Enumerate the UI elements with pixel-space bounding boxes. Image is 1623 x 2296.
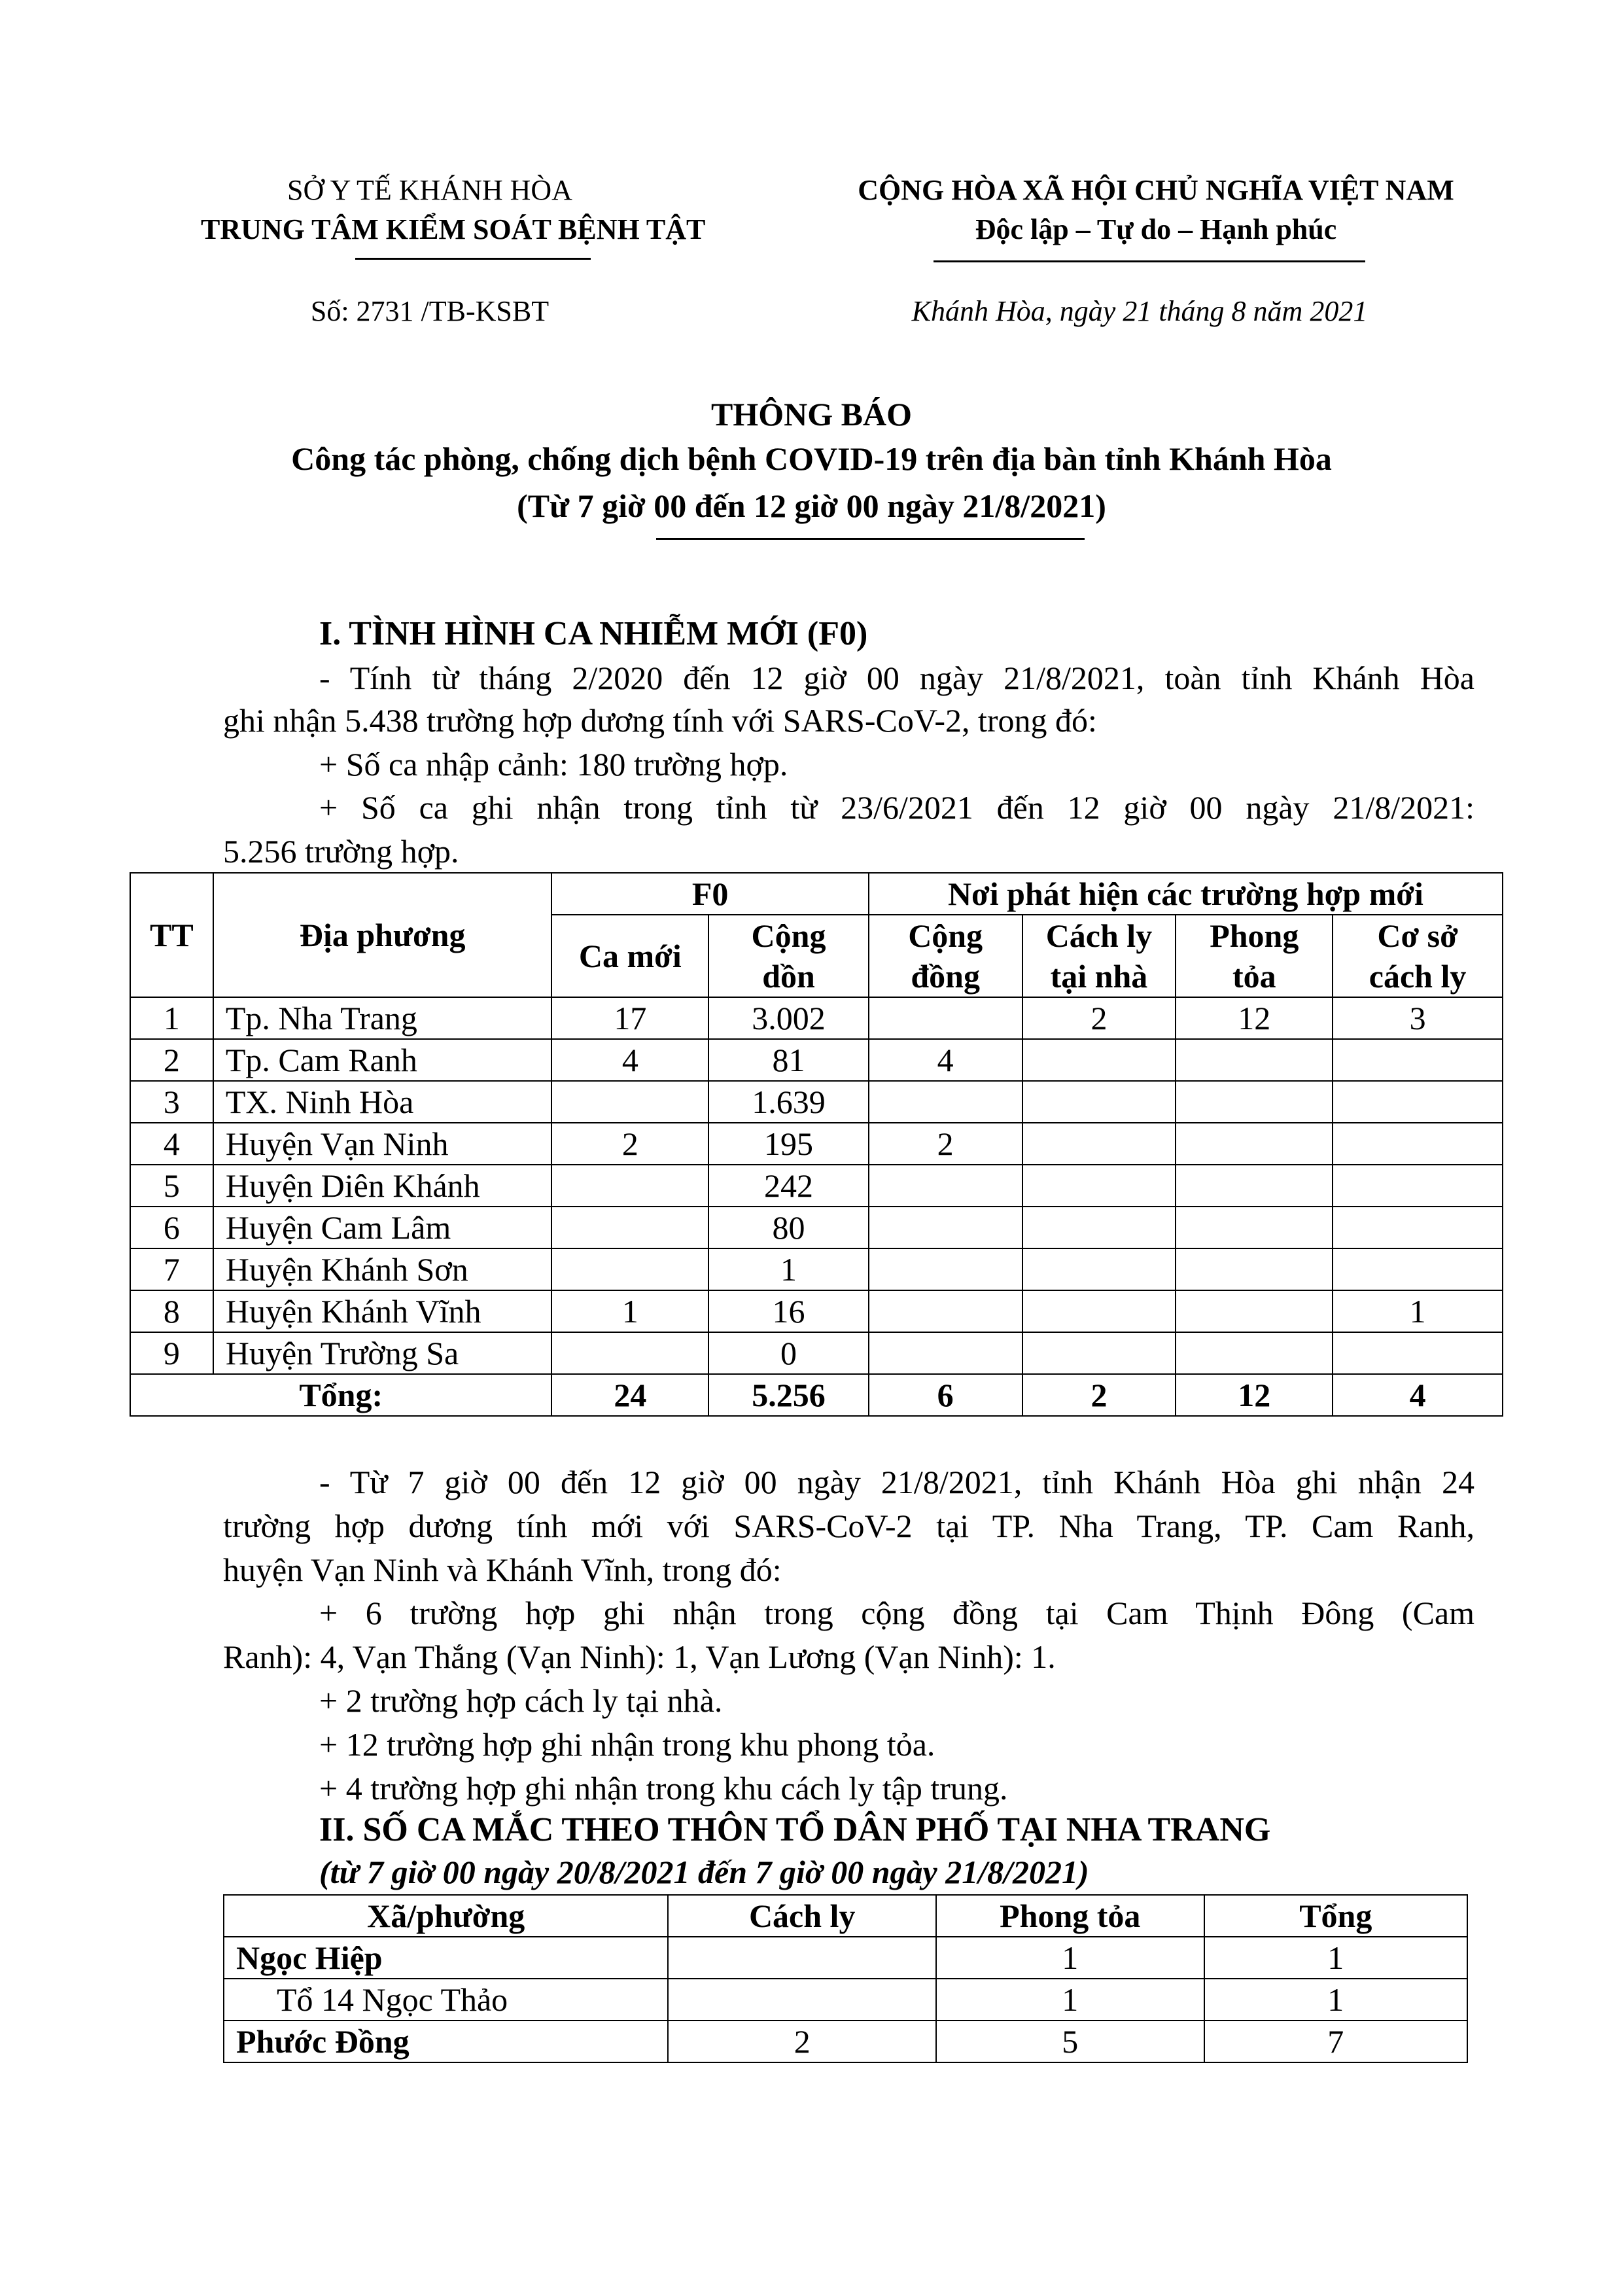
cell-locality: Tp. Nha Trang [213,997,552,1039]
cell-new [551,1248,708,1290]
cell-community [869,1248,1022,1290]
notice-period: (Từ 7 giờ 00 đến 12 giờ 00 ngày 21/8/2021) [517,487,1106,524]
cell-home: 2 [1022,997,1176,1039]
cell-lockdown [1176,1248,1333,1290]
cell-lockdown: 12 [1176,997,1333,1039]
cell-home [1022,1290,1176,1332]
cell-tt: 9 [130,1332,213,1374]
cell-community [869,1290,1022,1332]
table1-header-row-1 [130,873,1503,915]
col-facility-header: Cơ sở cách ly [1333,915,1503,997]
cell-facility [1333,1123,1503,1165]
motto-underline [934,260,1365,262]
cell-tt: 8 [130,1290,213,1332]
section1-heading: I. TÌNH HÌNH CA NHIỄM MỚI (F0) [319,615,868,652]
cell-facility [1333,1248,1503,1290]
col-tt-header: TT [130,873,213,997]
cell-home [1022,1165,1176,1207]
notice-title: THÔNG BÁO [711,396,912,433]
col-found-location-header: Nơi phát hiện các trường hợp mới [869,873,1503,915]
cell-locality: TX. Ninh Hòa [213,1081,552,1123]
cell-cumulative: 3.002 [708,997,869,1039]
cell-cumulative: 195 [708,1123,869,1165]
cell-community [869,997,1022,1039]
cell-home [1022,1123,1176,1165]
bullet3: + 12 trường hợp ghi nhận trong khu phong tỏa. [319,1726,935,1763]
cell-isolation [668,1979,935,2021]
total-home: 2 [1022,1374,1176,1416]
cell-community [869,1332,1022,1374]
cell-home [1022,1081,1176,1123]
cell-home [1022,1248,1176,1290]
section1-p1-line1: - Tính từ tháng 2/2020 đến 12 giờ 00 ngày 21/8/2021, toàn tỉnh Khánh Hòa [319,660,1475,696]
org-name: TRUNG TÂM KIỂM SOÁT BỆNH TẬT [201,213,706,245]
table-row [130,997,1503,1039]
cell-locality: Huyện Trường Sa [213,1332,552,1374]
total-community: 6 [869,1374,1022,1416]
cell-cumulative: 80 [708,1207,869,1248]
cell-new: 17 [551,997,708,1039]
table-row [224,2021,1467,2062]
table-row [130,1123,1503,1165]
cases-by-ward-table [223,1894,1468,2063]
cell-community [869,1081,1022,1123]
cell-lockdown: 5 [936,2021,1204,2062]
cell-new [551,1207,708,1248]
cell-facility [1333,1332,1503,1374]
cell-new: 4 [551,1039,708,1081]
cases-by-locality-table [130,872,1503,1417]
total-lockdown: 12 [1176,1374,1333,1416]
col-f0-header: F0 [551,873,868,915]
cell-lockdown [1176,1290,1333,1332]
org-underline [355,258,591,260]
cell-lockdown: 1 [936,1979,1204,2021]
country-name: CỘNG HÒA XÃ HỘI CHỦ NGHĨA VIỆT NAM [858,174,1454,206]
cell-community [869,1165,1022,1207]
cell-home [1022,1207,1176,1248]
cell-total: 7 [1204,2021,1467,2062]
table-row [224,1979,1467,2021]
cell-lockdown [1176,1165,1333,1207]
cell-tt: 3 [130,1081,213,1123]
col-locality-header: Địa phương [213,873,552,997]
total-cumulative: 5.256 [708,1374,869,1416]
table2-header-row [224,1895,1467,1937]
cell-new [551,1165,708,1207]
cell-lockdown [1176,1039,1333,1081]
col-cumulative-header: Cộng dồn [708,915,869,997]
doc-number: Số: 2731 /TB-KSBT [310,295,550,327]
after-table-line2: trường hợp dương tính mới với SARS-CoV-2 tại TP. Nha Trang, TP. Cam Ranh, [223,1508,1475,1544]
section1-p1-line2: ghi nhận 5.438 trường hợp dương tính với SARS-CoV-2, trong đó: [223,702,1097,739]
col-ward-header: Xã/phường [224,1895,668,1937]
cell-cumulative: 1.639 [708,1081,869,1123]
national-motto: Độc lập – Tự do – Hạnh phúc [975,213,1337,245]
cell-new: 2 [551,1123,708,1165]
bullet1-line2: Ranh): 4, Vạn Thắng (Vạn Ninh): 1, Vạn Lương (Vạn Ninh): 1. [223,1638,1056,1675]
col-home-isolation-header: Cách ly tại nhà [1022,915,1176,997]
cell-new [551,1332,708,1374]
table-row [130,1081,1503,1123]
table-row [224,1937,1467,1979]
notice-subject: Công tác phòng, chống dịch bệnh COVID-19 trên địa bàn tỉnh Khánh Hòa [291,440,1332,477]
cell-new [551,1081,708,1123]
cell-cumulative: 0 [708,1332,869,1374]
total-facility: 4 [1333,1374,1503,1416]
cell-locality: Huyện Diên Khánh [213,1165,552,1207]
cell-cumulative: 1 [708,1248,869,1290]
cell-new: 1 [551,1290,708,1332]
place-date: Khánh Hòa, ngày 21 tháng 8 năm 2021 [911,295,1368,327]
col-community-header: Cộng đồng [869,915,1022,997]
after-table-line1: - Từ 7 giờ 00 đến 12 giờ 00 ngày 21/8/2021, tỉnh Khánh Hòa ghi nhận 24 [319,1464,1475,1500]
cell-isolation: 2 [668,2021,935,2062]
cell-community: 4 [869,1039,1022,1081]
cell-locality: Huyện Khánh Sơn [213,1248,552,1290]
cell-lockdown [1176,1332,1333,1374]
section2-heading: II. SỐ CA MẮC THEO THÔN TỔ DÂN PHỐ TẠI NHA TRANG [319,1811,1271,1848]
col-lockdown-header: Phong tỏa [1176,915,1333,997]
cell-lockdown: 1 [936,1937,1204,1979]
table-row [130,1039,1503,1081]
cell-cumulative: 16 [708,1290,869,1332]
section1-p3-line1: + Số ca ghi nhận trong tỉnh từ 23/6/2021 đến 12 giờ 00 ngày 21/8/2021: [319,789,1475,826]
cell-total: 1 [1204,1979,1467,2021]
cell-tt: 5 [130,1165,213,1207]
cell-ward: Ngọc Hiệp [224,1937,668,1979]
bullet2: + 2 trường hợp cách ly tại nhà. [319,1682,723,1719]
col-total-header: Tổng [1204,1895,1467,1937]
cell-ward: Phước Đồng [224,2021,668,2062]
cell-facility [1333,1039,1503,1081]
after-table-line3: huyện Vạn Ninh và Khánh Vĩnh, trong đó: [223,1551,782,1588]
cell-facility: 1 [1333,1290,1503,1332]
bullet1-line1: + 6 trường hợp ghi nhận trong cộng đồng tại Cam Thịnh Đông (Cam [319,1595,1475,1631]
title-underline [656,538,1085,540]
cell-facility [1333,1165,1503,1207]
cell-locality: Huyện Khánh Vĩnh [213,1290,552,1332]
org-parent: SỞ Y TẾ KHÁNH HÒA [287,174,572,206]
section1-p2: + Số ca nhập cảnh: 180 trường hợp. [319,746,788,783]
cell-home [1022,1332,1176,1374]
cell-tt: 7 [130,1248,213,1290]
cell-tt: 6 [130,1207,213,1248]
cell-locality: Huyện Cam Lâm [213,1207,552,1248]
col-new-cases-header: Ca mới [551,915,708,997]
cell-community [869,1207,1022,1248]
cell-locality: Huyện Vạn Ninh [213,1123,552,1165]
table-row [130,1332,1503,1374]
cell-lockdown [1176,1207,1333,1248]
cell-facility [1333,1081,1503,1123]
cell-tt: 4 [130,1123,213,1165]
col-lockdown-header: Phong tỏa [936,1895,1204,1937]
cell-facility: 3 [1333,997,1503,1039]
table1-total-row [130,1374,1503,1416]
cell-community: 2 [869,1123,1022,1165]
table-row [130,1290,1503,1332]
section2-subheading: (từ 7 giờ 00 ngày 20/8/2021 đến 7 giờ 00 ngày 21/8/2021) [319,1854,1089,1890]
table-row [130,1207,1503,1248]
col-isolation-header: Cách ly [668,1895,935,1937]
cell-lockdown [1176,1081,1333,1123]
bullet4: + 4 trường hợp ghi nhận trong khu cách ly tập trung. [319,1770,1008,1807]
cell-facility [1333,1207,1503,1248]
table-row [130,1248,1503,1290]
cell-total: 1 [1204,1937,1467,1979]
cell-cumulative: 242 [708,1165,869,1207]
cell-home [1022,1039,1176,1081]
total-label: Tổng: [130,1374,551,1416]
cell-tt: 2 [130,1039,213,1081]
cell-tt: 1 [130,997,213,1039]
section1-p3-line2: 5.256 trường hợp. [223,833,459,870]
cell-locality: Tp. Cam Ranh [213,1039,552,1081]
cell-isolation [668,1937,935,1979]
cell-ward: Tổ 14 Ngọc Thảo [224,1979,668,2021]
cell-cumulative: 81 [708,1039,869,1081]
table-row [130,1165,1503,1207]
cell-lockdown [1176,1123,1333,1165]
total-new: 24 [551,1374,708,1416]
